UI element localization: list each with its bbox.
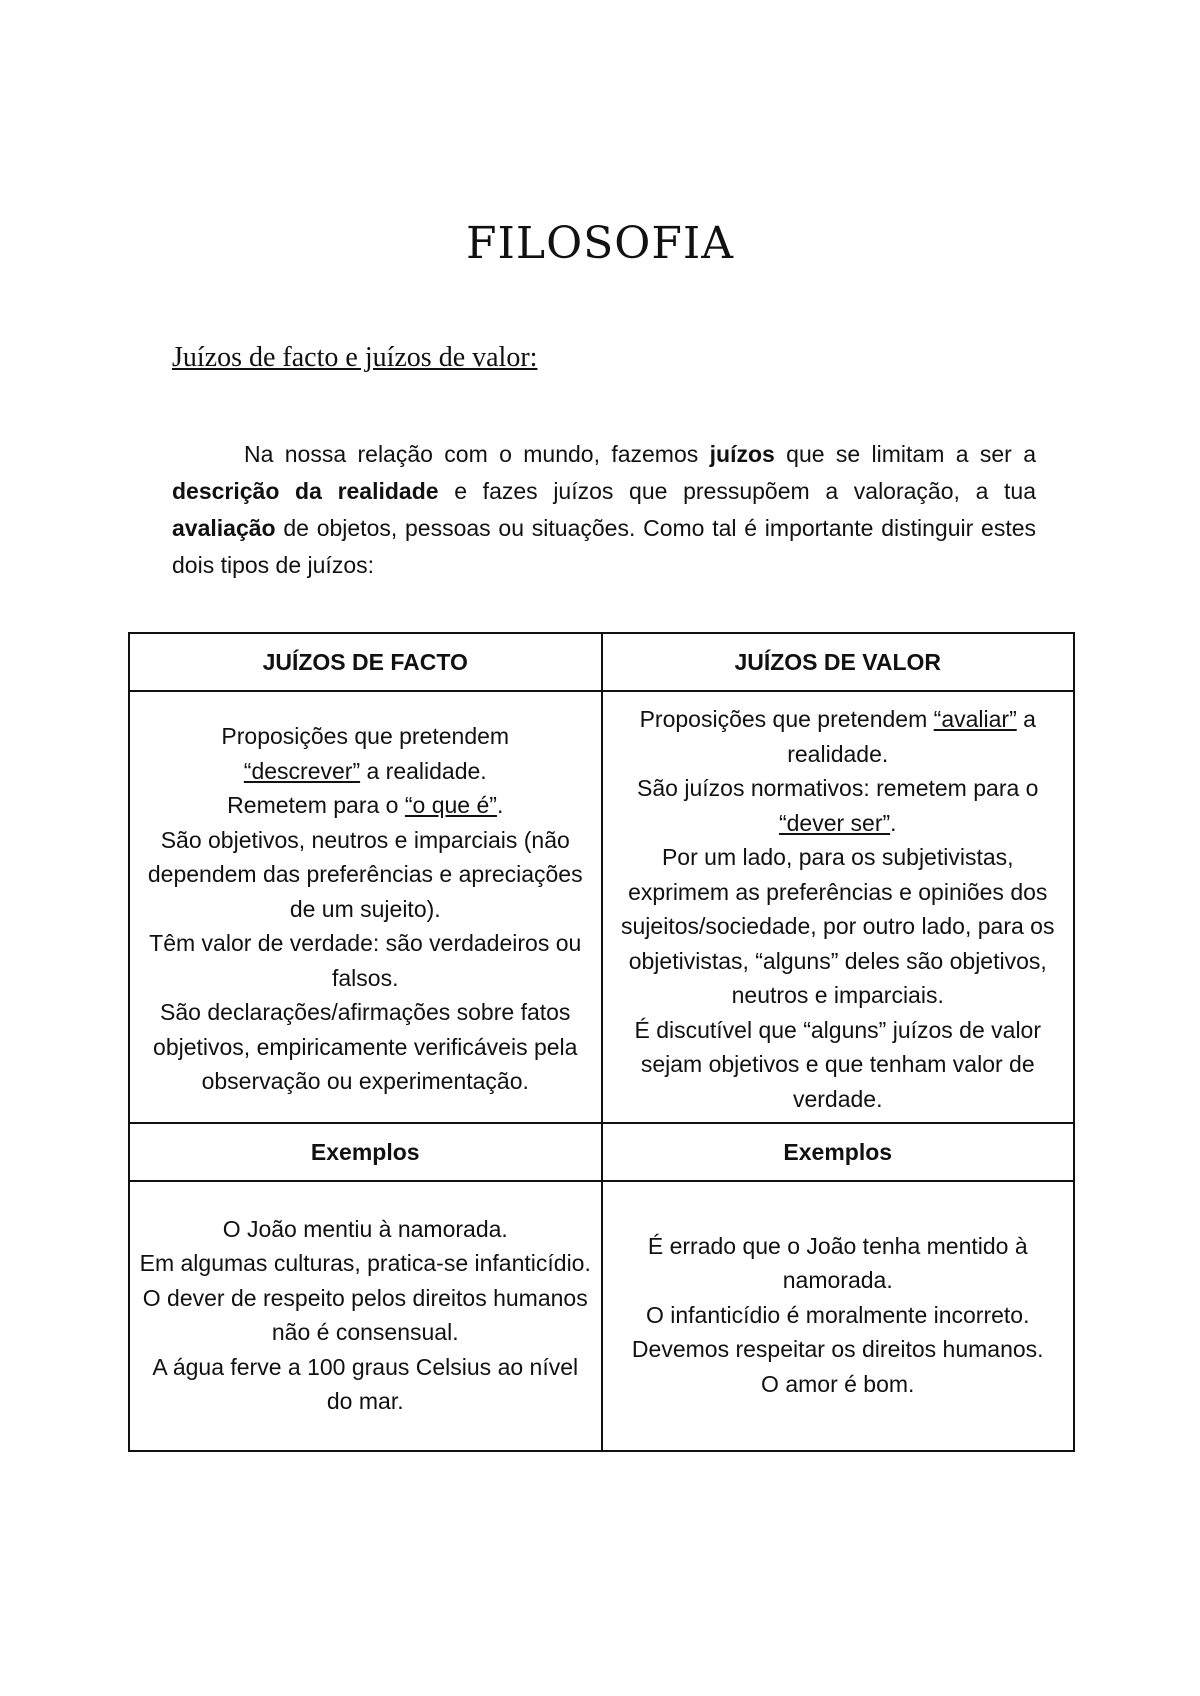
- example-item: A água ferve a 100 graus Celsius ao nível do mar.: [152, 1353, 579, 1414]
- intro-text-3: e fazes juízos que pressupõem a valoração, a tua: [438, 478, 1036, 504]
- facto-underlined-o-que-e: “o que é”: [404, 792, 497, 819]
- header-exemplos-facto: Exemplos: [129, 1123, 602, 1181]
- example-item: O dever de respeito pelos direitos humanos não é consensual.: [142, 1284, 588, 1345]
- table-row-definitions: [129, 691, 1074, 1123]
- example-item: Em algumas culturas, pratica-se infanticídio.: [139, 1250, 591, 1276]
- header-juizos-facto: JUÍZOS DE FACTO: [129, 633, 602, 691]
- header-exemplos-valor: Exemplos: [602, 1123, 1075, 1181]
- valor-line: [611, 702, 1066, 771]
- cell-valor-definition: [602, 691, 1075, 1123]
- cell-facto-examples: [129, 1181, 602, 1451]
- intro-text-4: de objetos, pessoas ou situações. Como tal é importante distinguir estes dois tipos de juízos:: [172, 515, 1036, 578]
- facto-line: São declarações/afirmações sobre fatos objetivos, empiricamente verificáveis pela observação ou experimentação.: [153, 999, 578, 1095]
- valor-text: a realidade.: [787, 706, 1036, 767]
- comparison-table: [128, 632, 1075, 1452]
- cell-facto-definition: [129, 691, 602, 1123]
- facto-text: .: [496, 792, 504, 819]
- page-title: FILOSOFIA: [465, 218, 735, 269]
- valor-text: São juízos normativos: remetem para o: [637, 775, 1039, 801]
- intro-bold-juizos: juízos: [709, 441, 775, 467]
- facto-underlined-descrever: “descrever”: [243, 757, 361, 784]
- example-item: O João mentiu à namorada.: [222, 1215, 508, 1242]
- valor-underlined-avaliar: “avaliar”: [933, 706, 1017, 732]
- facto-line: São objetivos, neutros e imparciais (não dependem das preferências e apreciações de um sujeito).: [147, 826, 583, 922]
- table-row-examples: [129, 1181, 1074, 1451]
- valor-line: Por um lado, para os subjetivistas, exprimem as preferências e opiniões dos sujeitos/sociedade, por outro lado, para os objetivistas, “alguns” deles são objetivos, neutros e imparciais.: [621, 844, 1055, 1008]
- intro-paragraph: [172, 436, 1036, 584]
- facto-line: [138, 754, 593, 789]
- valor-line: [611, 771, 1066, 840]
- valor-underlined-dever-ser: “dever ser”: [778, 809, 891, 836]
- facto-line: Proposições que pretendem: [221, 723, 510, 750]
- facto-text: Remetem para o: [227, 792, 405, 819]
- example-item: É errado que o João tenha mentido à namorada.: [647, 1232, 1028, 1294]
- valor-text: .: [890, 809, 897, 836]
- table-header-row: [129, 633, 1074, 691]
- table-header-row-examples: [129, 1123, 1074, 1181]
- example-item: O amor é bom.: [761, 1370, 915, 1397]
- intro-text-1: Na nossa relação com o mundo, fazemos: [244, 441, 710, 467]
- valor-line: É discutível que “alguns” juízos de valor sejam objetivos e que tenham valor de verdade.: [634, 1016, 1042, 1112]
- intro-bold-avaliacao: avaliação: [172, 515, 276, 541]
- example-item: O infanticídio é moralmente incorreto.: [645, 1301, 1030, 1328]
- header-juizos-valor: JUÍZOS DE VALOR: [602, 633, 1075, 691]
- facto-line: Têm valor de verdade: são verdadeiros ou falsos.: [149, 930, 582, 991]
- facto-line: [138, 788, 593, 823]
- cell-valor-examples: [602, 1181, 1075, 1451]
- intro-text-2: que se limitam a ser a: [774, 441, 1036, 467]
- example-item: Devemos respeitar os direitos humanos.: [631, 1336, 1044, 1363]
- valor-text: Proposições que pretendem: [639, 706, 934, 732]
- intro-bold-descricao: descrição da realidade: [172, 478, 439, 504]
- section-subtitle: Juízos de facto e juízos de valor:: [172, 342, 538, 373]
- facto-text: a realidade.: [360, 757, 487, 784]
